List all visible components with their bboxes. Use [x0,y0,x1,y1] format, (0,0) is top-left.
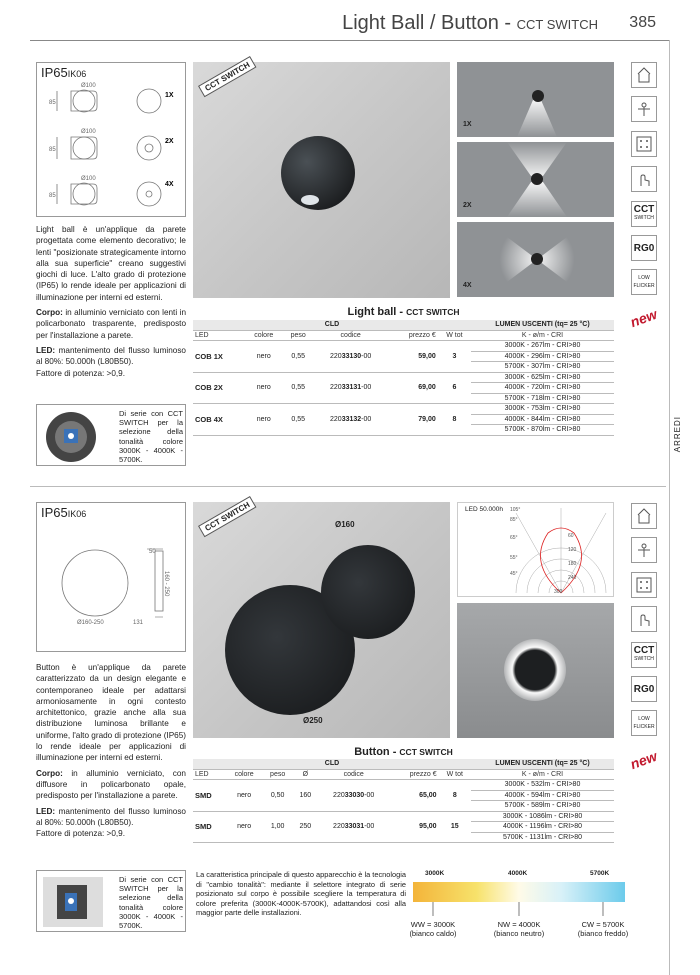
dim-label: 50 [149,549,156,555]
cct-switch-badge: CCT SWITCH [198,496,257,537]
polar-diagram-box [457,502,614,597]
lightball-description: Light ball è un'applique da parete progettata come elemento decorativo; le lenti "posizionate strategicamente intorno alla sua superficie" creano suggestivi giochi di luce. L'alto grado di protezione (IP65) lo rende ideale per applicazioni di illuminazione per interni ed esterni. Corpo: in alluminio verniciato con lenti in policarbonato trasparente, predisposto per l'installazione a parete. LED: mantenimento del flusso luminoso al 80%: 50.000h (L80B50). Fattore di potenza: >0,9. [36,225,186,378]
dim-label: Ø160-250 [77,620,104,626]
svg-text:120: 120 [568,547,577,553]
scale-label: 4000K [508,870,528,877]
variant-label: 4X [463,282,472,289]
cld-header: CLD [193,320,471,330]
button-spec-table: CLD LUMEN USCENTI (tq= 25 °C) LED colore peso Ø codice prezzo € W tot K - ø/m - CRI SMD nero 0,50 160 22033030-00 65,00 8 3000K - 532lm - CRI>80 4000K - 594lm - CRI>80 5700K - 589lm - CRI>80 SMD nero 1,00 250 22033031-00 95,00 15 3000K - 1086lm - CRI>80 4000K - 1196lm - CRI>80 5700K - 1131lm - CRI>80 [193,759,614,843]
svg-text:240: 240 [568,575,577,581]
cct-explanation: La caratteristica principale di questo apparecchio è la tecnologia di "cambio tonalità": mediante il selettore integrato di serie posizionato sul corpo è possibile scegliere la temperatura di colore preferita (3000K-4000K-5700K), adattandosi così alla maggior parte delle installazioni. [196,870,406,917]
button-product [193,502,450,738]
switch-note-box [36,870,186,932]
led-grid-icon [631,131,657,157]
scale-label: 5700K [590,870,610,877]
page-number: 385 [629,14,656,31]
svg-text:55°: 55° [510,555,518,561]
dim-label: Ø250 [303,716,323,725]
col-header: colore [226,769,263,780]
ip-rating: IP65IK06 [41,505,87,520]
scale-label: 3000K [425,870,445,877]
new-badge: new [628,305,660,331]
section-divider [30,486,666,487]
switch-note-text: Di serie con CCT SWITCH per la selezione della tonalità colore 3000K - 4000K - 5700K. [119,875,183,931]
variant-label: 2X [463,202,472,209]
cct-switch-badge: CCT SWITCH [198,56,257,97]
table-row: SMD [193,780,226,812]
switch-note-text: Di serie con CCT SWITCH per la selezione della tonalità colore 3000K - 4000K - 5700K. [119,409,183,465]
rg0-icon: RG0 [631,235,657,261]
svg-text:65°: 65° [510,535,518,541]
col-header: prezzo € [390,769,439,780]
new-badge: new [628,747,660,773]
ip-rating: IP65IK06 [41,65,87,80]
hand-touch-icon [631,606,657,632]
variant-label: 4X [165,181,174,188]
table-row: COB 4X [193,404,245,436]
button-drawing-box [36,502,186,652]
lightball-spec-table: CLD LUMEN USCENTI (tq= 25 °C) LED colore peso codice prezzo € W tot K - ø/m - CRI COB 1X nero 0,55 22033130-00 59,00 3 3000K - 267lm - CRI>80 4000K - 296lm - CRI>80 5700K - 307lm - CRI>80 COB 2X nero 0,55 22033131-00 69,00 6 3000K - 625lm - CRI>80 4000K - 720lm - CRI>80 5700K - 718lm - CRI>80 COB 4X nero 0,55 22033132-00 79,00 8 3000K - 753lm - CRI>80 4000K - 844lm - CRI>80 5700K - 870lm - CRI>80 [193,320,614,436]
variant-label: 1X [463,121,472,128]
ww-label: WW = 3000K (bianco caldo) [409,920,457,938]
variant-label: 1X [165,92,174,99]
dim-label: 160 - 250 [163,571,169,597]
dim-label: 85 [49,193,56,199]
polar-light-distribution-chart [508,503,614,597]
wall-mount-icon [631,503,657,529]
cld-header: CLD [193,759,471,769]
button-table-title: Button - CCT SWITCH [354,746,453,758]
col-header: K - ø/m - CRI [471,330,614,341]
button-product-photo [193,502,450,738]
col-header: K - ø/m - CRI [471,769,614,780]
svg-text:105°: 105° [510,507,521,513]
col-header: prezzo € [388,330,438,341]
dim-label: 131 [133,620,144,626]
svg-text:180: 180 [568,561,577,567]
led-life-label: LED 50.000h [465,506,503,513]
dim-label: Ø100 [81,176,96,182]
dim-label: 85 [49,100,56,106]
col-header: codice [318,769,390,780]
rg0-icon: RG0 [631,676,657,702]
scale-pointers [413,902,625,918]
cw-label: CW = 5700K (bianco freddo) [577,920,629,938]
col-header: Ø [293,769,318,780]
svg-text:300: 300 [554,589,563,595]
switch-note-box [36,404,186,466]
sidebar-category-label: ARREDI [673,416,682,453]
cct-switch-icon: CCT SWITCH [631,201,657,227]
effect-photo-2x [457,142,614,217]
lightball-table-title: Light ball - CCT SWITCH [347,306,460,318]
dim-label: Ø160 [335,520,355,529]
switch-selector-icon [39,873,109,931]
col-header: LED [193,769,226,780]
col-header: codice [314,330,388,341]
cct-switch-icon: CCT SWITCH [631,642,657,668]
sidebar-border [669,40,670,975]
page-title: Light Ball / Button - CCT SWITCH [342,12,598,34]
table-row: SMD [193,811,226,843]
col-header: W tot [439,769,471,780]
ip-protection-icon [631,537,657,563]
switch-selector-icon [39,407,109,465]
button-description: Button è un'applique da parete caratterizzato da un design elegante e contemporaneo ideale per adattarsi armoniosamente in ogni contesto architettonico, grazie anche alla sua distribuzione luminosa brillante e uniforme, l'alto grado di protezione (IP65) lo rende ideale per applicazioni di illuminazione per interni ed esterni. Corpo: in alluminio verniciato, con diffusore in policarbonato opale, predisposto per l'installazione a parete. LED: mantenimento del flusso luminoso al 80%: 50.000h (L80B50). Fattore di potenza: >0,9. [36,663,186,839]
effect-photo-4x [457,222,614,297]
col-header: colore [245,330,283,341]
ip-protection-icon [631,96,657,122]
table-row: COB 2X [193,372,245,404]
svg-text:60: 60 [568,533,574,539]
dim-label: Ø100 [81,83,96,89]
wall-mount-icon [631,62,657,88]
effect-photo-1x [457,62,614,137]
lightball-technical-drawing [37,79,185,215]
col-header: LED [193,330,245,341]
lumen-header: LUMEN USCENTI (tq= 25 °C) [471,320,614,330]
variant-label: 2X [165,138,174,145]
lightball-product-photo [193,62,450,298]
low-flicker-icon: LOW FLICKER [631,269,657,295]
lumen-header: LUMEN USCENTI (tq= 25 °C) [471,759,614,769]
dim-label: Ø100 [81,129,96,135]
button-effect-photo [457,603,614,738]
col-header: peso [283,330,314,341]
lightball-drawing-box [36,62,186,217]
col-header: peso [262,769,292,780]
nw-label: NW = 4000K (bianco neutro) [493,920,545,938]
col-header: W tot [438,330,471,341]
low-flicker-icon: LOW FLICKER [631,710,657,736]
svg-text:85°: 85° [510,517,518,523]
color-temperature-gradient [413,882,625,902]
hand-touch-icon [631,166,657,192]
dim-label: 85 [49,147,56,153]
header-divider [30,40,670,41]
table-row: COB 1X [193,341,245,373]
svg-text:45°: 45° [510,571,518,577]
button-technical-drawing [37,523,185,651]
led-grid-icon [631,572,657,598]
lightball-product [273,128,363,218]
